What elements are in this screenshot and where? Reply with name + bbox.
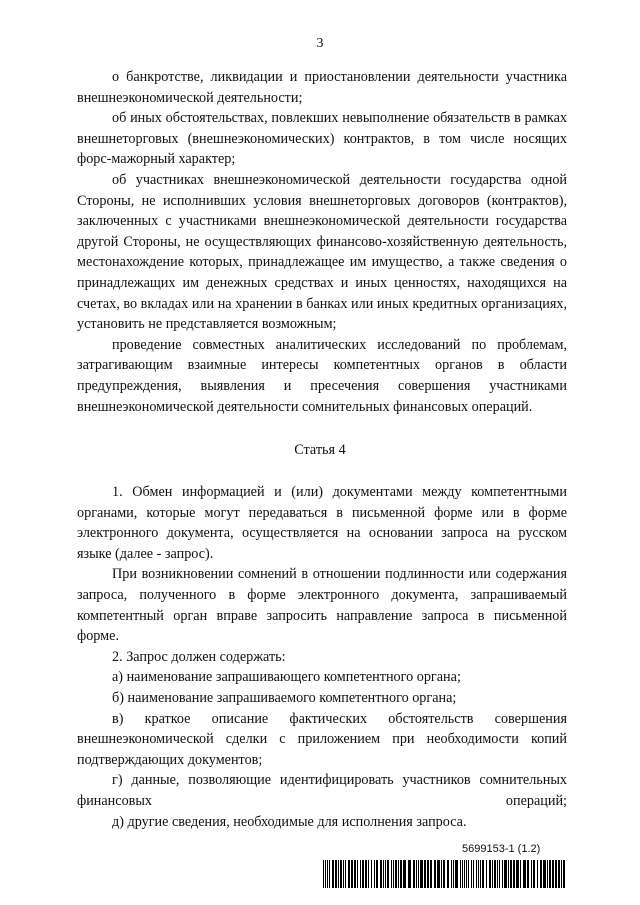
list-item: об участниках внешнеэкономической деятельности государства одной Стороны, не исполнивших условия внешнеторговых договоров (контрактов), заключенных с участниками внешнеэкономической деятельности государства другой Стороны, не осуществляющих финансово-хозяйственную деятельность, местонахождение которых, принадлежащее им имущество, а также сведения о принадлежащих им денежных средствах и иных ценностях, находящихся на счетах, во вкладах или на хранении в банках или иных кредитных организациях, установить не представляется возможным; xyxy=(77,171,567,333)
list-item: проведение совместных аналитических исследований по проблемам, затрагивающим взаимные интересы компетентных органов в области предупреждения, выявления и пресечения совершения участниками внешнеэкономической деятельности сомнительных финансовых операций. xyxy=(77,336,567,415)
page-number: 3 xyxy=(316,36,324,51)
list-item: г) данные, позволяющие идентифицировать участников сомнительных финансовых операций; xyxy=(77,772,567,809)
list-item: а) наименование запрашивающего компетентного органа; xyxy=(112,669,461,686)
list-item: 1. Обмен информацией и (или) документами между компетентными органами, которые могут передаваться в письменной форме или в форме электронного документа, осуществляется на основании запроса на русском языке (далее - запрос). xyxy=(77,484,567,562)
document-code: 5699153-1 (1.2) xyxy=(462,843,541,855)
barcode xyxy=(323,860,567,888)
list-item: 2. Запрос должен содержать: xyxy=(112,648,286,665)
list-item: об иных обстоятельствах, повлекших невыполнение обязательств в рамках внешнеторговых (внешнеэкономических) контрактов, в том числе носящих форс-мажорный характер; xyxy=(77,110,567,168)
list-item: д) другие сведения, необходимые для исполнения запроса. xyxy=(112,813,467,830)
article-heading: Статья 4 xyxy=(294,442,346,458)
section-1-list xyxy=(77,67,567,417)
list-item: о банкротстве, ликвидации и приостановлении деятельности участника внешнеэкономической деятельности; xyxy=(77,69,567,106)
list-item: б) наименование запрашиваемого компетентного органа; xyxy=(112,689,457,706)
section-2-list xyxy=(77,482,567,832)
list-item: в) краткое описание фактических обстоятельств совершения внешнеэкономической сделки с приложением при необходимости копий подтверждающих документов; xyxy=(77,710,567,768)
list-item: При возникновении сомнений в отношении подлинности или содержания запроса, полученного в форме электронного документа, запрашиваемый компетентный орган вправе запросить направление запроса в письменной форме. xyxy=(77,566,567,645)
